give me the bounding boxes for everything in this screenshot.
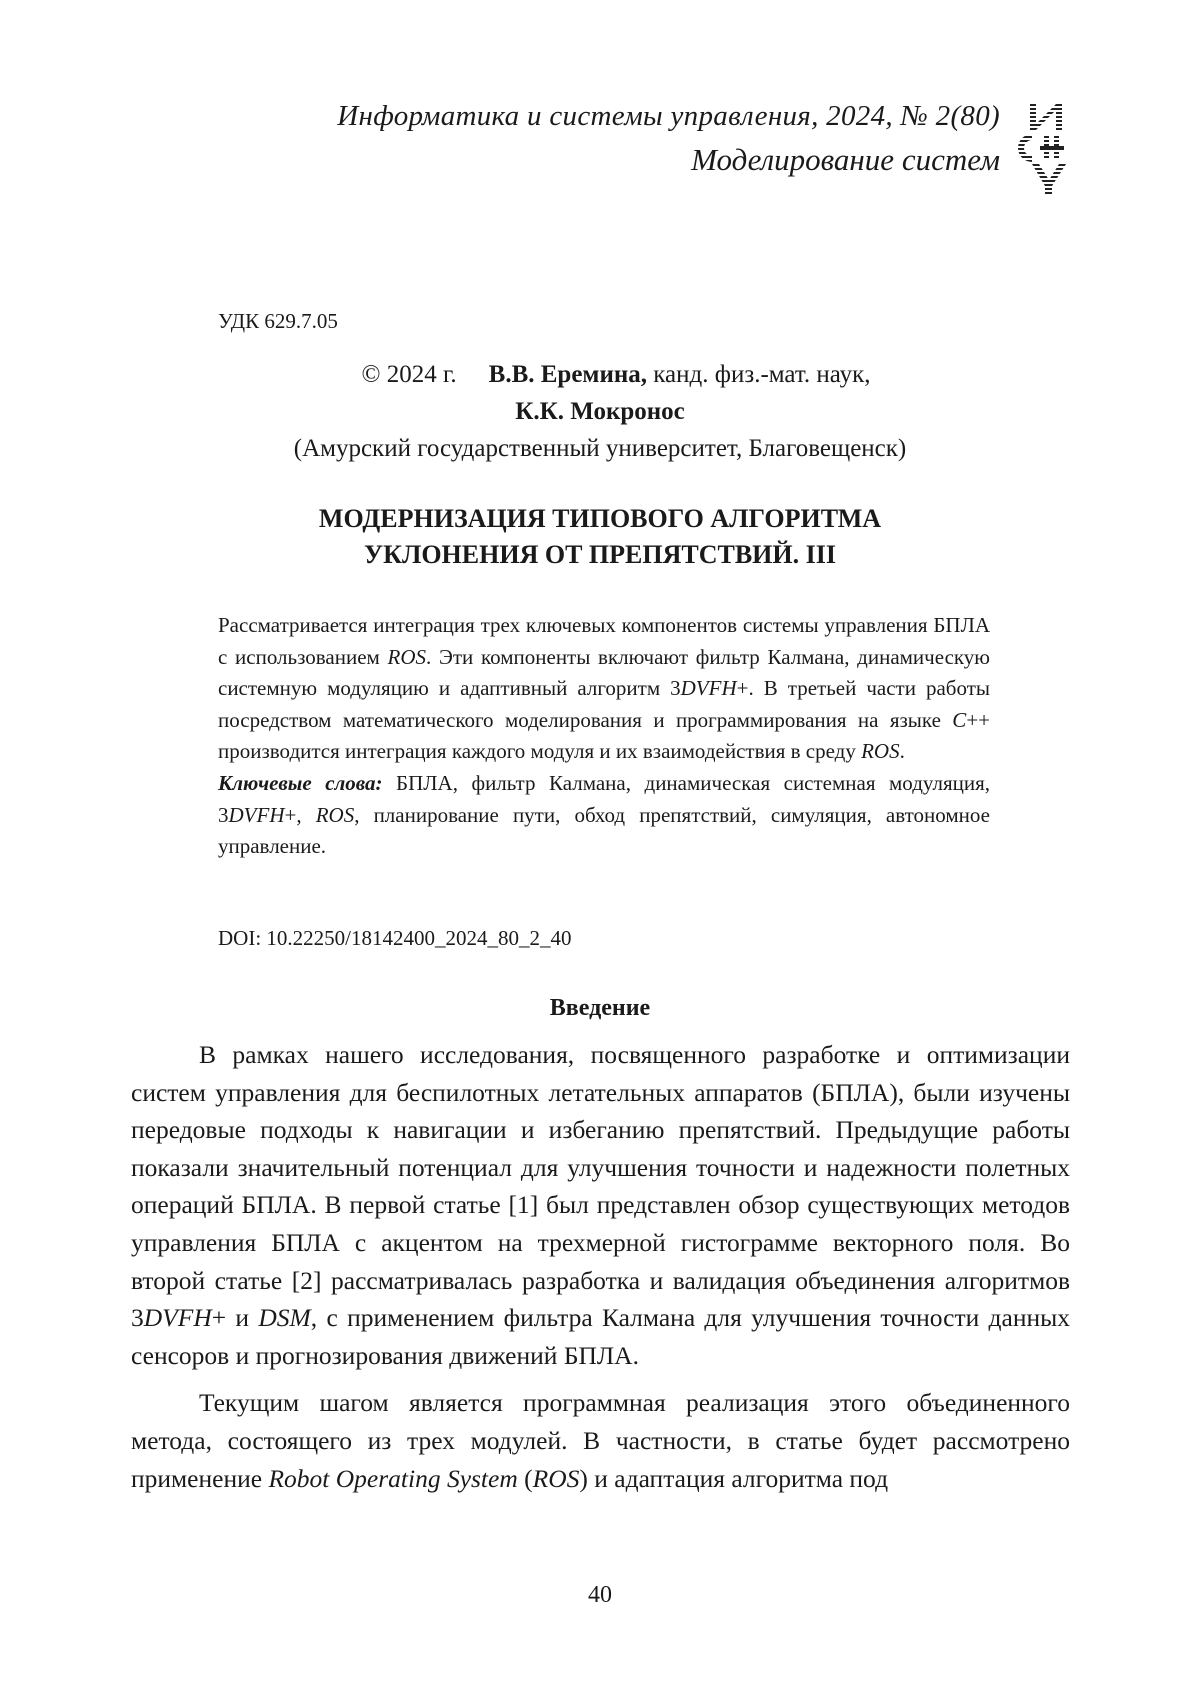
body-text <box>131 1036 1070 1497</box>
running-header <box>200 96 1000 182</box>
paper-title-line-2: УКЛОНЕНИЯ ОТ ПРЕПЯТСТВИЙ. III <box>364 540 836 569</box>
author-1-name: В.В. Еремина, <box>488 361 648 388</box>
copyright-year: © 2024 г. <box>361 361 457 388</box>
paper-title <box>0 501 1200 573</box>
udk-code: УДК 629.7.05 <box>218 309 338 333</box>
keywords: Ключевые слова: БПЛА, фильтр Калмана, динамическая системная модуляция, 3DVFH+, ROS, планирование пути, обход препятствий, симуляция, автономное управление. <box>218 770 990 859</box>
keywords-label: Ключевые слова: <box>218 770 383 795</box>
paragraph-2: Текущим шагом является программная реализация этого объединенного метода, состоящего из трех модулей. В частности, в статье будет рассмотрено применение Robot Operating System (ROS) и адаптация алгоритма под <box>131 1388 1070 1493</box>
affiliation: (Амурский государственный университет, Благовещенск) <box>293 435 907 462</box>
journal-title: Информатика и системы управления, 2024, № 2(80) <box>337 100 1000 132</box>
author-2-name: К.К. Мокронос <box>515 398 685 425</box>
section-heading-introduction: Введение <box>549 995 651 1021</box>
abstract-text: Рассматривается интеграция трех ключевых компонентов системы управления БПЛА с использованием ROS. Эти компоненты включают фильтр Калмана, динамическую системную модуляцию и адаптивный алгоритм 3DVFH+. В третьей части работы посредством математического моделирования и программирования на языке C++ производится интеграция каждого модуля и их взаимодействия в среду ROS. <box>218 613 990 764</box>
doi: DOI: 10.22250/18142400_2024_80_2_40 <box>218 926 572 950</box>
paper-title-line-1: МОДЕРНИЗАЦИЯ ТИПОВОГО АЛГОРИТМА <box>318 504 882 533</box>
paragraph-1: В рамках нашего исследования, посвященного разработке и оптимизации систем управления для беспилотных летательных аппаратов (БПЛА), были изучены передовые подходы к навигации и избеганию препятствий. Предыдущие работы показали значительный потенциал для улучшения точности и надежности полетных операций БПЛА. В первой статье [1] был представлен обзор существующих методов управления БПЛА с акцентом на трехмерной гистограмме векторного поля. Во второй статье [2] рассматривалась разработка и валидация объединения алгоритмов 3DVFH+ и DSM, с применением фильтра Калмана для улучшения точности данных сенсоров и прогнозирования движений БПЛА. <box>131 1040 1070 1370</box>
page-number: 40 <box>588 1582 612 1608</box>
abstract <box>218 610 990 863</box>
journal-logo-icon <box>1012 100 1068 196</box>
section-title: Моделирование систем <box>691 142 1000 177</box>
author-block <box>0 356 1200 467</box>
author-1-degree: канд. физ.-мат. наук, <box>647 361 871 388</box>
